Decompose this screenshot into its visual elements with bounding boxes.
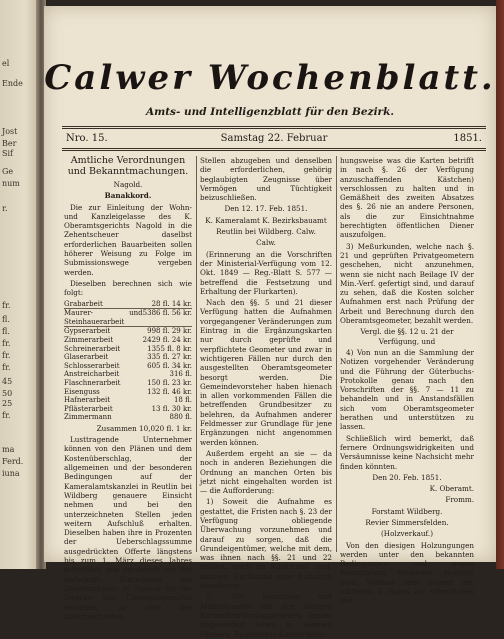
cost-value: 2429 fl. 24 kr. xyxy=(142,335,192,344)
cost-value: 150 fl. 23 kr. xyxy=(147,378,192,387)
cost-value: 316 fl. xyxy=(169,370,192,379)
paragraph: Die zur Einleitung der Wohn- und Kanzleigelasse des K. Oberamtsgerichts Nagold in die Zehentscheuer daselbst erforderlichen Bauarbeiten sollen höherer Weisung zu Folge im Submissionswege vergeben werden. xyxy=(64,202,192,277)
cost-value: 998 fl. 29 kr. xyxy=(143,327,192,336)
issue-number: Nro. 15. xyxy=(66,133,108,144)
column-3 xyxy=(340,156,474,606)
cost-value: 13 fl. 30 kr. xyxy=(151,404,192,413)
left-page-fragment: 25 xyxy=(2,399,13,408)
cost-value: 5386 fl. 56 kr. xyxy=(143,309,192,327)
cost-label: Glaserarbeit xyxy=(64,353,109,362)
left-page-fragment: fr. xyxy=(2,301,11,310)
cost-value: 132 fl. 46 kr. xyxy=(147,387,192,396)
newspaper-page xyxy=(44,6,496,639)
left-page-fragment: fr. xyxy=(2,411,11,420)
left-page-fragment: fr. xyxy=(2,363,11,372)
left-page-fragment: ma xyxy=(2,445,15,454)
issue-year: 1851. xyxy=(453,133,482,144)
cost-row xyxy=(64,345,192,354)
cost-row xyxy=(64,336,192,345)
place-heading: Nagold. xyxy=(113,180,143,189)
left-page-fragment: 45 xyxy=(2,377,13,386)
place-heading: Calw. xyxy=(256,238,276,248)
cost-row xyxy=(64,405,192,414)
cost-value: 1355 fl. 8 kr. xyxy=(147,344,192,353)
date-line: Den 20. Feb. 1851. xyxy=(372,472,442,482)
signature: Reutlin bei Wildberg. Calw. xyxy=(216,227,316,237)
cost-value: 605 fl. 34 kr. xyxy=(147,361,192,370)
paragraph: 1) Soweit die Aufnahme es gestattet, die Fristen nach §. 23 der Verfügung obliegende Überwachung vorzunehmen und darauf zu sorgen, daß die Grundeigentümer, welche mit dem, was ihnen nach §§. 21 und 22 obliegt, noch im Rückstand sind, solchem Rückstand ohne Aufschub beseitigen; xyxy=(200,497,332,591)
dateline-rule-double xyxy=(62,150,486,151)
cost-label: Gypserarbeit xyxy=(64,327,143,336)
dateline xyxy=(66,133,482,147)
paragraph: 4) Von nun an die Sammlung der Notizen vorgehender Veränderung und die Führung der Güterbuchs-Protokolle genau nach den Vorschriften der §§. 7 — 11 zu behandeln und in Anstandsfällen sich vom Oberamtsgeometer berathen und unterstützen zu lassen. xyxy=(340,347,474,432)
left-page-fragment: iuna xyxy=(2,469,20,478)
cost-label: Zimmermann xyxy=(64,413,112,422)
cost-label: Hafnerarbeit xyxy=(64,396,111,405)
subheading: Banakkord. xyxy=(104,191,152,201)
paragraph: Außerdem ergeht an sie — da noch in anderen Beziehungen die Ordnung an manchen Orten bis jetzt nicht eingehalten worden ist — die Aufforderung: xyxy=(200,448,332,496)
cost-row xyxy=(64,413,192,422)
left-page-fragment: Jost xyxy=(2,127,18,136)
left-page-fragment: Ende xyxy=(2,79,23,88)
column-divider xyxy=(196,156,197,552)
left-page-fragment: Sif xyxy=(2,149,13,158)
cost-row xyxy=(64,300,192,309)
paragraph: 2) Die Handrisse und Meßurkunden mit den übrigen Kartenfortführungsarbeiten immer abgesondert (etwa in eigenen Fächern, Registratur-Kasten beizu- xyxy=(200,592,332,639)
total-line: Zusammen 10,020 fl. 1 kr. xyxy=(96,423,192,433)
left-page-fragment: fr. xyxy=(2,351,11,360)
cost-value: 18 fl. xyxy=(173,396,192,405)
paragraph: Vergl. die §§. 12 u. 21 der Verfügung, und xyxy=(360,327,454,346)
cost-row xyxy=(64,379,192,388)
cost-row xyxy=(64,327,192,336)
column-1 xyxy=(64,155,192,621)
paragraph: hungsweise was die Karten betrifft in nach §. 26 der Verfügung anzuschaffenden Kästchen) verschlossen zu halten und in Gemäßheit des zweiten Absatzes des §. 26 nie an andere Personen, als die zur Einsichtnahme berechtigten öffentlichen Diener auszufolgen. xyxy=(340,156,474,240)
left-page-fragment: num xyxy=(2,179,20,188)
paragraph: Von den diesigen Holzungungen werden unter den bekannten Bedingungen und gegen Baarzahlung entweder sogleich beim Verkauf oder binnen der nächsten 6 Tagen zur öffentlichen Ver- xyxy=(340,540,474,606)
left-page-fragment: 50 xyxy=(2,389,13,398)
book-cover-edge xyxy=(496,0,504,569)
cost-label: Zimmerarbeit xyxy=(64,335,114,344)
signature: K. Oberamt. xyxy=(429,484,474,494)
left-page-fragment: Ge xyxy=(2,167,14,176)
section-heading: Amtliche Verordnungen und Bekanntmachungen. xyxy=(67,155,189,177)
cost-row xyxy=(64,353,192,362)
paragraph: Stellen abzugeben und denselben die erforderlichen, gehörig beglaubigten Zeugnisse über Vermögen und Tüchtigkeit beizuschließen. xyxy=(200,156,332,203)
column-divider xyxy=(336,156,337,552)
cost-label: Flaschnerarbeit xyxy=(64,378,121,387)
dateline-rule xyxy=(62,148,486,149)
cost-row xyxy=(64,309,192,327)
left-page-fragment: r. xyxy=(2,204,8,213)
top-rule-double xyxy=(62,128,486,129)
column-2 xyxy=(200,156,332,639)
cost-label: Grabarbeit xyxy=(64,299,103,308)
top-rule xyxy=(62,126,486,127)
paragraph: Dieselben berechnen sich wie folgt: xyxy=(64,278,192,298)
left-page-fragment: Ferd. xyxy=(2,457,24,466)
left-page-fragment: fl. xyxy=(2,315,10,324)
cost-value: 335 fl. 27 kr. xyxy=(147,353,192,362)
paragraph: Nach den §§. 5 und 21 dieser Verfügung hatten die Aufnahmen vorgegangener Veränderungen zum Eintrag in die Ergänzungskarten nur durch geprüfte und verpflichtete Geometer und zwar in wichtigeren Fällen nur durch den ausgestellten Oberamtsgeometer besorgt werden. Die Gemeindevorsteher haben hienach in allen vorkommenden Fällen die betreffenden Grundbesitzer zu belehren, da Aufnahmen anderer Feldmesser zur Grundlage für jene Ergänzungen nicht angenommen werden können. xyxy=(200,298,332,447)
cost-label: Maurer- und Steinhauerarbeit xyxy=(64,309,143,326)
cost-label: Anstreicharbeit xyxy=(64,370,120,379)
cost-label: Schreinerarbeit xyxy=(64,344,121,353)
paragraph: Lusttragende Unternehmer können von den Plänen und dem Kostenüberschlag, der allgemeinen und der besonderen Bedingungen auf der Kameralamtskanzlei in Reutlin bei Wildberg genauere Einsicht nehmen und bei den unterzeichneten Stellen jeden weitern Aufschluß erhalten. Dieselben haben ihre in Prozenten der Ueberschlagssumme ausgedrückten Offerte längstens bis zum 1. März dieses Jahres schriftlich und versiegelt mit der Aufschrift: Einrichtung der Zehentscheuer in Nagold für die Zwecke des Oberamtsgerichts versehen, an eine der unterzeichneten xyxy=(64,435,192,621)
cost-value: 880 fl. xyxy=(169,413,192,422)
sub-place: Revier Simmersfelden. xyxy=(365,517,449,527)
masthead: Calwer Wochenblatt. xyxy=(44,58,496,98)
paragraph: (Erinnerung an die Vorschriften der Ministerial-Verfügung vom 12. Okt. 1849 — Reg.-Blatt S. 577 — betreffend die Festsetzung und Erhaltung der Flurkarten). xyxy=(200,249,332,296)
left-page-fragment: fr. xyxy=(2,339,11,348)
left-page-fragment: el xyxy=(2,59,10,68)
cost-label: Eisenguss xyxy=(64,387,100,396)
issue-date: Samstag 22. Februar xyxy=(220,133,328,144)
place-heading: Forstamt Wildberg. xyxy=(371,506,443,516)
cost-row xyxy=(64,396,192,405)
cost-value: 28 fl. 14 kr. xyxy=(151,299,192,308)
subtitle: Amts- und Intelligenzblatt für den Bezirk. xyxy=(145,106,395,118)
cost-label: Pflästerarbeit xyxy=(64,404,113,413)
cost-row xyxy=(64,362,192,371)
cost-row xyxy=(64,370,192,379)
paragraph: Schließlich wird bemerkt, daß fernere Ordnungswidrigkeiten und Versäumnisse keine Nachsicht mehr finden könnten. xyxy=(340,433,474,471)
notice-kind: (Holzverkauf.) xyxy=(381,529,433,539)
paragraph: 3) Meßurkunden, welche nach §. 21 und geprüften Privatgeometern geschehen, nicht anzunehmen, wenn sie nicht nach Beilage IV der Min.-Verf. gefertigt sind, und darauf zu sehen, daß die Kosten solcher Aufnahmen erst nach Prüfung der Arbeit und Berechnung durch den Oberamtsgeometer, bezahlt werden. xyxy=(340,241,474,326)
left-page-fragment: fl. xyxy=(2,327,10,336)
signature: K. Kameralamt K. Bezirksbauamt xyxy=(205,215,327,225)
cost-table xyxy=(64,300,192,422)
signature-name: Fromm. xyxy=(445,495,474,505)
cost-row xyxy=(64,388,192,397)
left-page-fragment: Ber xyxy=(2,139,17,148)
date-line: Den 12. 17. Feb. 1851. xyxy=(224,204,308,214)
cost-label: Schlosserarbeit xyxy=(64,361,120,370)
